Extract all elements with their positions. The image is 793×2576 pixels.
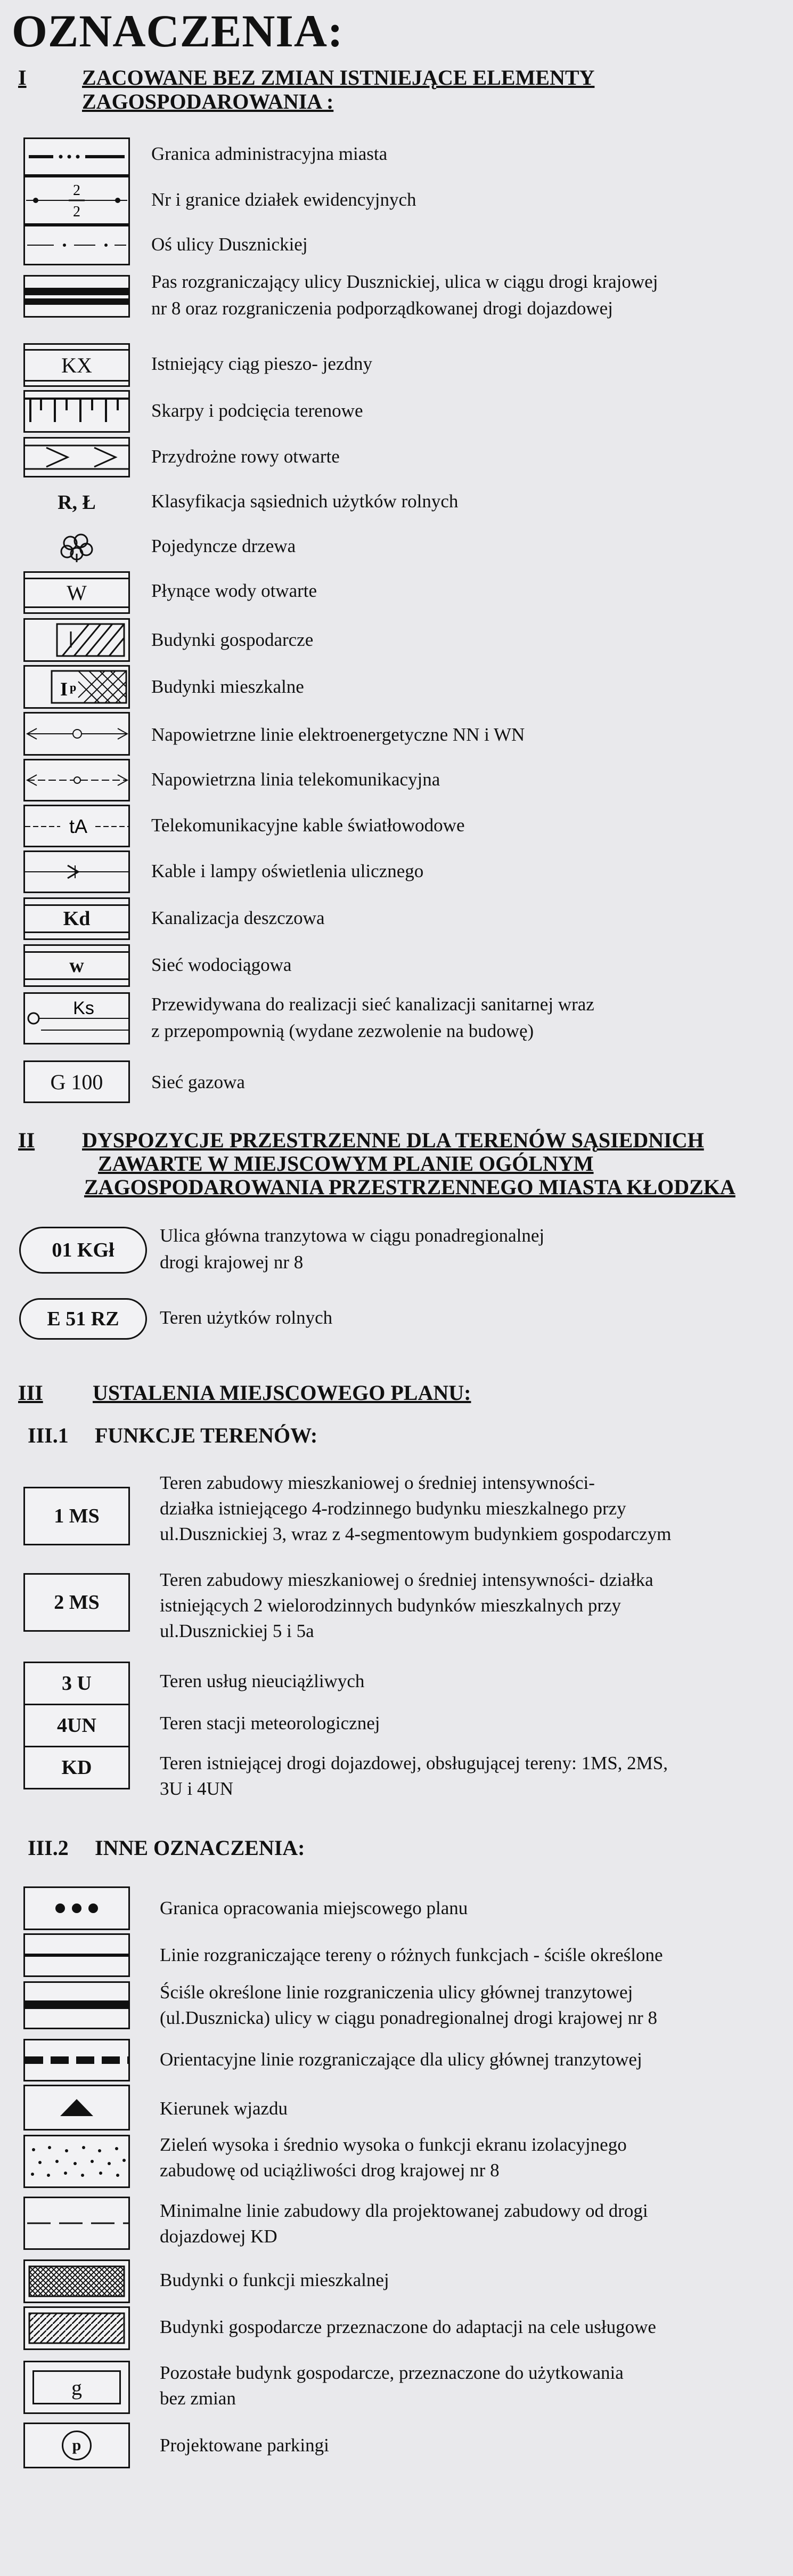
- legend-desc: Napowietrzne linie elektroenergetyczne NN i WN: [151, 724, 525, 745]
- land-use-code-box: [23, 1662, 130, 1705]
- kd-code: Kd: [63, 908, 91, 930]
- legend-desc-line1: Zieleń wysoka i średnio wysoka o funkcji ekranu izolacyjnego: [160, 2134, 627, 2155]
- legend-desc-line2: drogi krajowej nr 8: [160, 1252, 304, 1273]
- legend-desc-line1: Teren zabudowy mieszkaniowej o średniej intensywności-: [160, 1472, 595, 1493]
- fiber-cable-icon: [23, 805, 130, 847]
- zone-code-oval: [19, 1227, 147, 1274]
- zone-code: E 51 RZ: [47, 1308, 119, 1330]
- legend-desc: Oś ulicy Dusznickiej: [151, 234, 308, 255]
- legend-desc-line2: dojazdowej KD: [160, 2226, 277, 2247]
- svg-text:p: p: [70, 681, 77, 694]
- land-use-code: 2 MS: [54, 1591, 100, 1614]
- legend-desc-line1: Minimalne linie zabudowy dla projektowanej zabudowy od drogi: [160, 2200, 648, 2221]
- legend-desc: Teren usług nieuciążliwych: [160, 1671, 365, 1691]
- section-3-number: III: [18, 1381, 43, 1405]
- r-l-code: R, Ł: [58, 491, 96, 514]
- legend-desc-line1: Teren istniejącej drogi dojazdowej, obsługującej tereny: 1MS, 2MS,: [160, 1753, 668, 1773]
- sewer-pump-icon: [23, 992, 130, 1044]
- legend-desc-line1: Pozostałe budynk gospodarcze, przeznaczone do użytkowania: [160, 2362, 624, 2383]
- legend-desc: Płynące wody otwarte: [151, 580, 317, 601]
- land-use-code-box: [23, 1704, 130, 1747]
- water-supply-code: w: [69, 954, 84, 977]
- water-code-icon: [23, 571, 130, 614]
- legend-desc-line2: zabudowę od uciążliwości drog krajowej nr 8: [160, 2160, 500, 2181]
- kd-code-icon: [23, 897, 130, 940]
- triangle-entry-icon: [23, 2085, 130, 2131]
- section-3-title: USTALENIA MIEJSCOWEGO PLANU:: [93, 1381, 471, 1405]
- legend-desc-line1: Teren zabudowy mieszkaniowej o średniej intensywności- działka: [160, 1569, 653, 1590]
- svg-text:2: 2: [73, 204, 80, 220]
- tree-icon: [23, 526, 130, 568]
- legend-desc-line2: bez zmian: [160, 2388, 236, 2409]
- legend-desc: Kable i lampy oświetlenia ulicznego: [151, 861, 424, 881]
- gas-code: G 100: [50, 1070, 103, 1094]
- dash-dot-axis-line-icon: [23, 225, 130, 265]
- legend-desc: Klasyfikacja sąsiednich użytków rolnych: [151, 491, 459, 512]
- dash-dot-dot-line-icon: [23, 137, 130, 176]
- section-2-title-line2: ZAWARTE W MIEJSCOWYM PLANIE OGÓLNYM: [98, 1152, 594, 1176]
- dots-boundary-icon: [23, 1886, 130, 1930]
- telecom-line-icon: [23, 759, 130, 801]
- legend-desc: Budynki o funkcji mieszkalnej: [160, 2270, 389, 2290]
- legend-desc: Budynki gospodarcze: [151, 629, 314, 650]
- thick-dashed-line-icon: [23, 2039, 130, 2081]
- zone-code: 01 KGł: [52, 1239, 115, 1261]
- land-use-code-box: [23, 1573, 130, 1632]
- legend-desc: Granica administracyjna miasta: [151, 143, 388, 164]
- power-line-icon: [23, 712, 130, 756]
- legend-desc-line2: z przepompownią (wydane zezwolenie na budowę): [151, 1020, 534, 1041]
- section-2-number: II: [18, 1128, 35, 1152]
- parking-code: p: [72, 2436, 81, 2454]
- slope-hatch-icon: [23, 390, 130, 433]
- long-dash-line-icon: [23, 2197, 130, 2250]
- legend-desc-line2: (ul.Dusznicka) ulicy w ciągu ponadregionalnej drogi krajowej nr 8: [160, 2007, 658, 2028]
- thin-solid-line-icon: [23, 1933, 130, 1977]
- ditch-arrows-icon: [23, 437, 130, 477]
- kx-code: KX: [61, 353, 92, 377]
- section-2-title-line1: DYSPOZYCJE PRZESTRZENNE DLA TERENÓW SĄSIEDNICH: [82, 1128, 704, 1152]
- thick-solid-line-icon: [23, 1981, 130, 2029]
- gas-code-icon: [23, 1060, 130, 1103]
- svg-text:I: I: [60, 678, 68, 700]
- double-thick-line-icon: [23, 275, 130, 318]
- page-title: OZNACZENIA:: [12, 5, 344, 56]
- legend-desc-line1: Ściśle określone linie rozgraniczenia ulicy głównej tranzytowej: [160, 1982, 633, 2003]
- legend-desc: Kierunek wjazdu: [160, 2098, 288, 2119]
- legend-desc: Projektowane parkingi: [160, 2435, 329, 2456]
- water-code: W: [67, 580, 87, 605]
- section-3-1-title: FUNKCJE TERENÓW:: [95, 1423, 318, 1447]
- dotted-greenery-icon: [23, 2135, 130, 2188]
- crosshatch-fill-icon: [23, 2259, 130, 2303]
- section-3-2-number: III.2: [28, 1836, 69, 1860]
- legend-desc: Granica opracowania miejscowego planu: [160, 1898, 468, 1918]
- small-box-g-icon: [23, 2361, 130, 2414]
- section-3-2-title: INNE OZNACZENIA:: [95, 1836, 305, 1860]
- r-l-code-icon: [23, 482, 130, 523]
- legend-desc-line2: istniejących 2 wielorodzinnych budynków mieszkalnych przy: [160, 1595, 622, 1616]
- legend-desc: Istniejący ciąg pieszo- jezdny: [151, 353, 372, 374]
- box-g-code: g: [71, 2375, 82, 2400]
- hatched-building-icon: [23, 618, 130, 662]
- legend-desc: Orientacyjne linie rozgraniczające dla ulicy głównej tranzytowej: [160, 2049, 642, 2070]
- legend-desc: Sieć gazowa: [151, 1072, 245, 1092]
- legend-desc: Nr i granice działek ewidencyjnych: [151, 189, 416, 210]
- section-2-title-line3: ZAGOSPODAROWANIA PRZESTRZENNEGO MIASTA KŁODZKA: [84, 1175, 735, 1199]
- section-1-number: I: [18, 66, 27, 90]
- legend-desc: Linie rozgraniczające tereny o różnych funkcjach - ściśle określone: [160, 1945, 663, 1965]
- diagonal-hatch-fill-icon: [23, 2306, 130, 2350]
- legend-desc: Budynki mieszkalne: [151, 676, 304, 697]
- legend-desc-line1: Ulica główna tranzytowa w ciągu ponadregionalnej: [160, 1225, 545, 1246]
- legend-desc: Przydrożne rowy otwarte: [151, 446, 340, 467]
- section-1-title-line2: ZAGOSPODAROWANIA :: [82, 90, 334, 114]
- water-supply-code-icon: [23, 944, 130, 987]
- legend-desc: Teren stacji meteorologicznej: [160, 1713, 380, 1733]
- legend-desc: Kanalizacja deszczowa: [151, 908, 325, 928]
- section-3-1-number: III.1: [28, 1423, 69, 1447]
- legend-desc-line2: nr 8 oraz rozgraniczenia podporządkowanej drogi dojazdowej: [151, 298, 613, 319]
- section-1-title-line1: ZACOWANE BEZ ZMIAN ISTNIEJĄCE ELEMENTY: [82, 66, 595, 90]
- land-use-code: KD: [61, 1756, 92, 1779]
- svg-text:2: 2: [73, 182, 80, 199]
- parcel-number-icon: [23, 176, 130, 225]
- zone-code-oval: [19, 1298, 147, 1340]
- street-lamp-cable-icon: [23, 850, 130, 893]
- legend-desc: Pojedyncze drzewa: [151, 536, 296, 556]
- legend-desc: Telekomunikacyjne kable światłowodowe: [151, 815, 465, 836]
- legend-desc-line2: 3U i 4UN: [160, 1778, 234, 1799]
- legend-desc-line3: ul.Dusznickiej 3, wraz z 4-segmentowym budynkiem gospodarczym: [160, 1524, 672, 1544]
- legend-desc-line1: Pas rozgraniczający ulicy Dusznickiej, ulica w ciągu drogi krajowej: [151, 271, 658, 292]
- parking-circle-icon: [23, 2423, 130, 2468]
- legend-desc: Teren użytków rolnych: [160, 1307, 333, 1328]
- legend-desc: Skarpy i podcięcia terenowe: [151, 400, 363, 421]
- legend-desc-line1: Przewidywana do realizacji sieć kanalizacji sanitarnej wraz: [151, 994, 594, 1015]
- land-use-code: 4UN: [57, 1714, 96, 1737]
- legend-desc-line3: ul.Dusznickiej 5 i 5a: [160, 1621, 314, 1641]
- legend-desc: Napowietrzna linia telekomunikacyjna: [151, 769, 440, 790]
- fiber-code: tA: [69, 815, 88, 837]
- land-use-code: 3 U: [62, 1672, 92, 1695]
- kx-code-icon: [23, 343, 130, 387]
- legend-desc: Budynki gospodarcze przeznaczone do adaptacji na cele usługowe: [160, 2316, 656, 2337]
- land-use-code-box: [23, 1746, 130, 1789]
- legend-desc-line2: działka istniejącego 4-rodzinnego budynku mieszkalnego przy: [160, 1498, 626, 1519]
- land-use-code-box: [23, 1487, 130, 1545]
- legend-desc: Sieć wodociągowa: [151, 954, 292, 975]
- land-use-code: 1 MS: [54, 1505, 100, 1527]
- sewer-code: Ks: [73, 998, 94, 1018]
- crosshatch-building-icon: [23, 665, 130, 709]
